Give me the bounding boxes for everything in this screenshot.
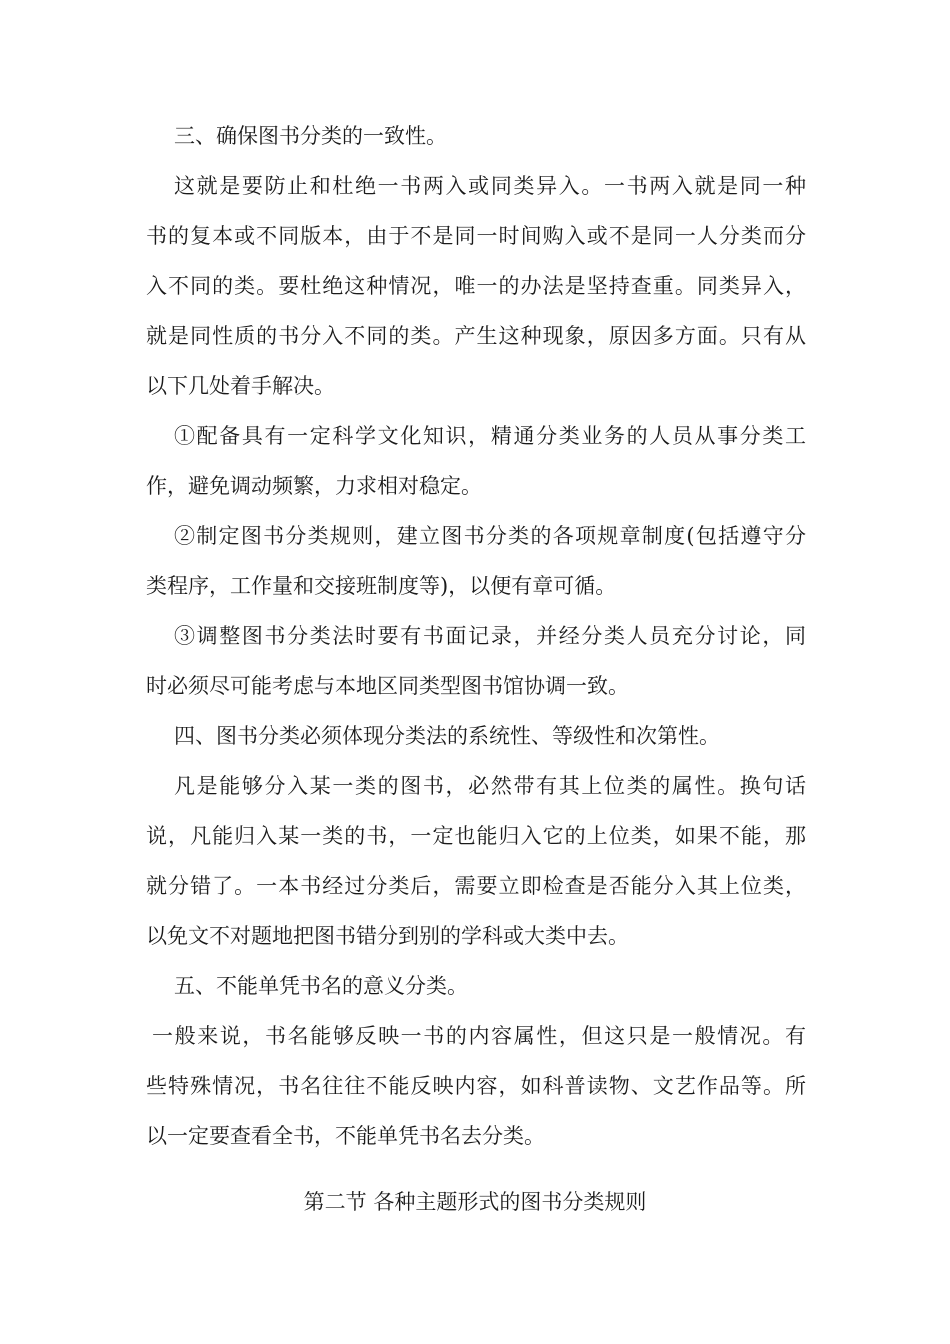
- paragraph-line: 些特殊情况，书名往往不能反映内容，如科普读物、文艺作品等。所: [146, 1074, 806, 1098]
- list-item-3: ③调整图书分类法时要有书面记录，并经分类人员充分讨论，同: [174, 624, 806, 648]
- paragraph-line: 就分错了。一本书经过分类后，需要立即检查是否能分入其上位类，: [146, 874, 806, 898]
- paragraph-line: 说，凡能归入某一类的书，一定也能归入它的上位类，如果不能，那: [146, 824, 806, 848]
- paragraph-line: 凡是能够分入某一类的图书，必然带有其上位类的属性。换句话: [174, 774, 806, 798]
- list-item-1: ①配备具有一定科学文化知识，精通分类业务的人员从事分类工: [174, 424, 806, 448]
- paragraph-line: 以下几处着手解决。: [146, 374, 335, 398]
- list-item-2: ②制定图书分类规则，建立图书分类的各项规章制度(包括遵守分: [174, 524, 806, 548]
- list-item-2-cont: 类程序，工作量和交接班制度等)，以便有章可循。: [146, 574, 617, 598]
- paragraph-line: 入不同的类。要杜绝这种情况，唯一的办法是坚持查重。同类异入，: [146, 274, 806, 298]
- paragraph-line: 以免文不对题地把图书错分到别的学科或大类中去。: [146, 924, 629, 948]
- heading-four: 四、图书分类必须体现分类法的系统性、等级性和次第性。: [174, 724, 720, 748]
- paragraph-line: 这就是要防止和杜绝一书两入或同类异入。一书两入就是同一种: [174, 174, 806, 198]
- paragraph-line: 一般来说，书名能够反映一书的内容属性，但这只是一般情况。有: [152, 1024, 806, 1048]
- section-title: 第二节 各种主题形式的图书分类规则: [303, 1190, 647, 1214]
- paragraph-line: 以一定要查看全书，不能单凭书名去分类。: [146, 1124, 545, 1148]
- heading-three: 三、确保图书分类的一致性。: [174, 124, 447, 148]
- list-item-3-cont: 时必须尽可能考虑与本地区同类型图书馆协调一致。: [146, 674, 629, 698]
- heading-five: 五、不能单凭书名的意义分类。: [174, 974, 468, 998]
- paragraph-line: 就是同性质的书分入不同的类。产生这种现象，原因多方面。只有从: [146, 324, 806, 348]
- paragraph-line: 书的复本或不同版本，由于不是同一时间购入或不是同一人分类而分: [146, 224, 806, 248]
- list-item-1-cont: 作，避免调动频繁，力求相对稳定。: [146, 474, 482, 498]
